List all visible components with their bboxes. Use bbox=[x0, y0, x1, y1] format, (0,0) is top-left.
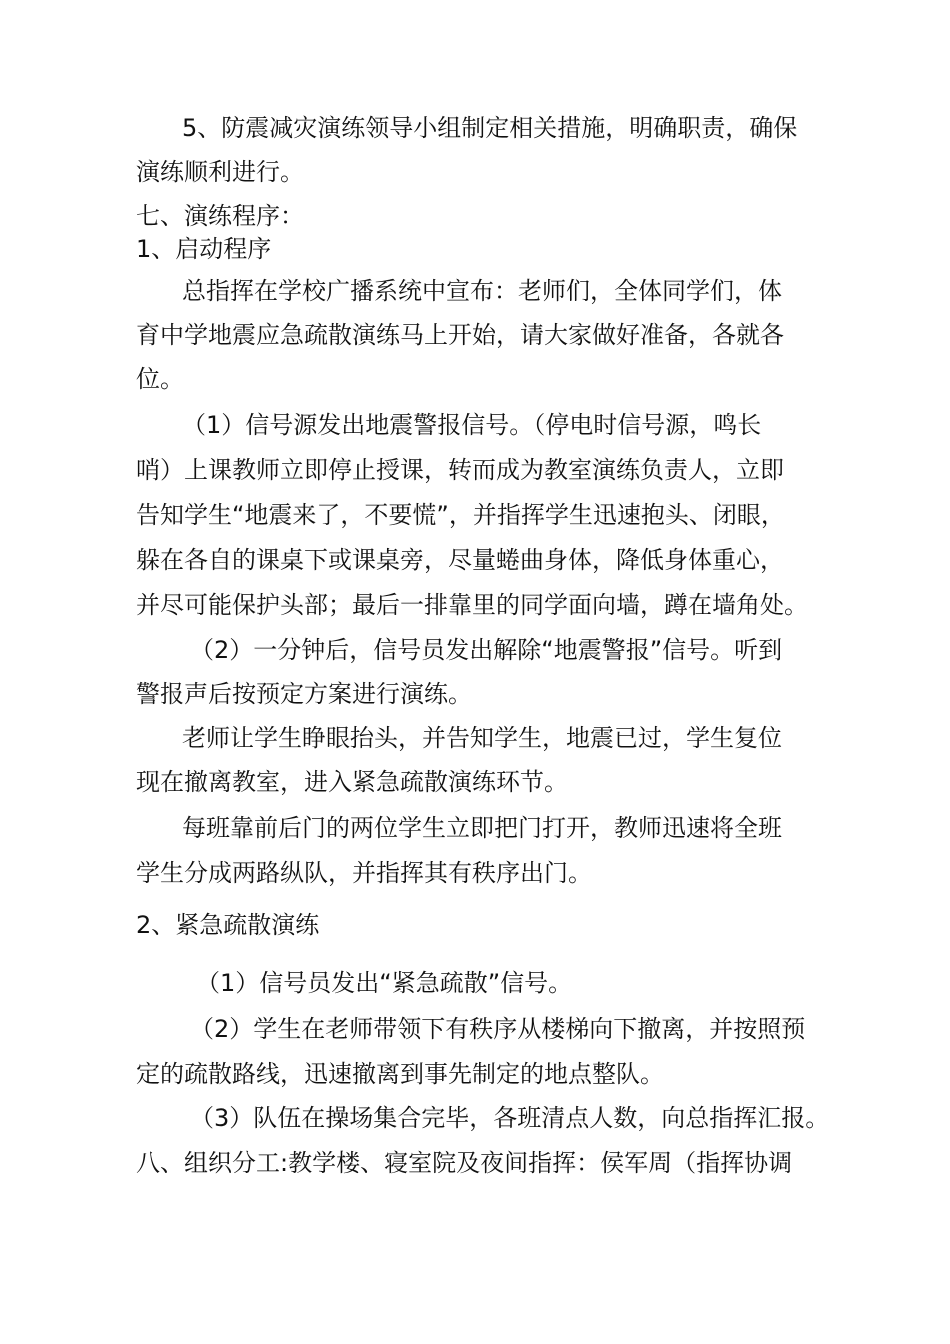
text-line: 警报声后按预定方案进行演练。 bbox=[136, 680, 472, 708]
text-line: 5、防震减灾演练领导小组制定相关措施，明确职责，确保 bbox=[182, 114, 798, 142]
text-line: （1）信号员发出“紧急疏散”信号。 bbox=[196, 969, 573, 997]
text-line: 告知学生“地震来了，不要慌”，并指挥学生迅速抱头、闭眼， bbox=[136, 501, 785, 529]
text-line: 位。 bbox=[136, 365, 184, 393]
text-line: 每班靠前后门的两位学生立即把门打开，教师迅速将全班 bbox=[182, 814, 782, 842]
text-line: （3）队伍在操场集合完毕，各班清点人数，向总指挥汇报。 bbox=[190, 1104, 830, 1132]
text-line: 现在撤离教室，进入紧急疏散演练环节。 bbox=[136, 768, 568, 796]
text-line: 并尽可能保护头部；最后一排靠里的同学面向墙，蹲在墙角处。 bbox=[136, 591, 808, 619]
text-line: 躲在各自的课桌下或课桌旁，尽量蜷曲身体，降低身体重心， bbox=[136, 546, 784, 574]
text-line: （2）学生在老师带领下有秩序从楼梯向下撤离，并按照预 bbox=[190, 1015, 806, 1043]
text-line: 学生分成两路纵队，并指挥其有秩序出门。 bbox=[136, 859, 592, 887]
section-heading: 七、演练程序： bbox=[136, 202, 304, 230]
text-line: （2）一分钟后，信号员发出解除“地震警报”信号。听到 bbox=[190, 636, 783, 664]
text-line: 育中学地震应急疏散演练马上开始，请大家做好准备，各就各 bbox=[136, 321, 784, 349]
text-line: 总指挥在学校广播系统中宣布：老师们，全体同学们，体 bbox=[182, 277, 782, 305]
text-line: 老师让学生睁眼抬头，并告知学生，地震已过，学生复位 bbox=[182, 724, 782, 752]
subsection-heading: 1、启动程序 bbox=[136, 235, 272, 263]
text-line: 哨）上课教师立即停止授课，转而成为教室演练负责人，立即 bbox=[136, 456, 784, 484]
subsection-heading: 2、紧急疏散演练 bbox=[136, 911, 320, 939]
section-heading: 八、组织分工:教学楼、寝室院及夜间指挥：侯军周（指挥协调 bbox=[136, 1149, 793, 1177]
text-line: 演练顺利进行。 bbox=[136, 158, 304, 186]
text-line: （1）信号源发出地震警报信号。（停电时信号源，鸣长 bbox=[182, 411, 762, 439]
text-line: 定的疏散路线，迅速撤离到事先制定的地点整队。 bbox=[136, 1060, 664, 1088]
